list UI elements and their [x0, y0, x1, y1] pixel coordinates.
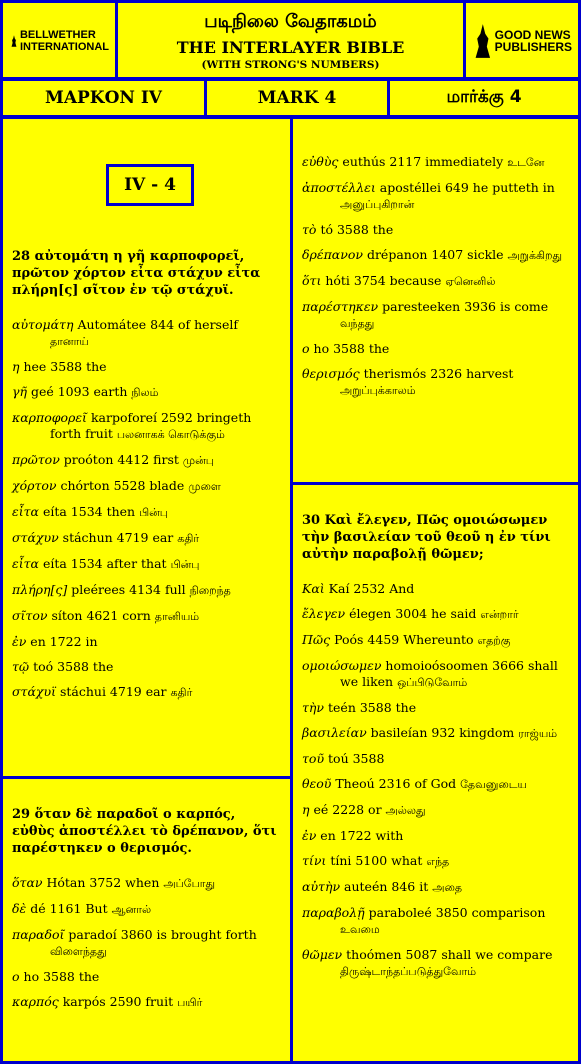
gloss: stáchun 4719 ear: [62, 530, 174, 545]
greek-word: πρῶτον: [12, 452, 60, 467]
gloss: toó 3588 the: [33, 659, 114, 674]
gloss: drépanon 1407 sickle: [366, 247, 504, 262]
gloss: Poós 4459 Whereunto: [334, 632, 474, 647]
greek-word: ο: [302, 341, 310, 356]
word-entry: [302, 247, 567, 264]
gloss: paraboleé 3850 comparison: [368, 905, 546, 920]
word-entry: [12, 901, 278, 918]
gloss: euthús 2117 immediately: [342, 154, 504, 169]
gloss: apostéllei 649 he putteth in: [379, 180, 555, 195]
tamil-gloss: ஆனால்: [111, 903, 152, 916]
word-entry: [302, 632, 567, 649]
gloss: dé 1161 But: [30, 901, 108, 916]
greek-word: δὲ: [12, 901, 27, 916]
word-entry: [12, 359, 278, 375]
verse-29-cont-column: [302, 154, 567, 408]
verse-29-column: [12, 806, 278, 1020]
word-entry: [302, 341, 567, 357]
gloss: élegen 3004 he said: [349, 606, 477, 621]
tamil-gloss: ஏனெனில்: [445, 275, 496, 288]
gloss: auteén 846 it: [344, 879, 429, 894]
greek-word: ἐν: [302, 828, 317, 843]
tamil-gloss: உவமை: [340, 923, 380, 936]
gloss: thoómen 5087 shall we compare: [346, 947, 553, 962]
greek-word: θεοῦ: [302, 776, 332, 791]
gloss: hóti 3754 because: [325, 273, 442, 288]
word-entry: [302, 802, 567, 819]
nav-greek: ΜΑΡΚΟΝ IV: [0, 78, 207, 118]
greek-word: τῷ: [12, 659, 30, 674]
word-entry: [302, 947, 567, 980]
gloss: tó 3588 the: [320, 222, 394, 237]
gloss: Theoú 2316 of God: [335, 776, 457, 791]
word-entry: [12, 927, 278, 960]
tamil-gloss: விளைந்தது: [50, 945, 107, 958]
greek-word: εἶτα: [12, 504, 39, 519]
left-logo-box: [0, 0, 118, 80]
word-entry: [302, 180, 567, 213]
tamil-gloss: கதிர்: [170, 686, 193, 699]
greek-word: στάχυϊ: [12, 684, 56, 699]
gloss: eíta 1534 then: [42, 504, 136, 519]
word-entry: [12, 478, 278, 495]
tamil-gloss: நிலம்: [131, 386, 159, 399]
gloss: ho 3588 the: [313, 341, 390, 356]
word-entry: [302, 658, 567, 691]
nav-english: MARK 4: [204, 78, 390, 118]
tamil-gloss: ஒப்பிடுவோம்: [397, 676, 468, 689]
gloss: Automátee 844 of herself: [77, 317, 238, 332]
tamil-gloss: ராஜ்யம்: [518, 727, 558, 740]
greek-word: ἔλεγεν: [302, 606, 346, 621]
nav-tamil: மார்க்கு 4: [387, 78, 581, 118]
gloss: pleérees 4134 full: [71, 582, 186, 597]
gloss: síton 4621 corn: [51, 608, 151, 623]
greek-word: η: [302, 802, 310, 817]
gloss: ho 3588 the: [23, 969, 100, 984]
greek-word: ὅτι: [302, 273, 322, 288]
right-logo-line1: GOOD NEWS: [494, 28, 571, 42]
gloss: paresteeken 3936 is come: [382, 299, 549, 314]
greek-word: τοῦ: [302, 751, 325, 766]
gloss: proóton 4412 first: [63, 452, 179, 467]
tamil-gloss: தானாய்: [50, 335, 89, 348]
tamil-gloss: பின்பு: [139, 506, 168, 519]
title-english: THE INTERLAYER BIBLE: [176, 38, 405, 57]
greek-word: θῶμεν: [302, 947, 343, 962]
word-entry: [12, 659, 278, 675]
bellwether-logo: [11, 13, 109, 69]
tamil-gloss: அறுக்கிறது: [507, 249, 563, 262]
chapter-label: IV - 4: [106, 164, 194, 206]
word-entry: [12, 384, 278, 401]
verse-heading: 29 ὅταν δὲ παραδοῖ ο καρπός, εὐθὺς ἀποστέλλει τὸ δρέπανον, ὅτι παρέστηκεν ο θερισμός.: [12, 807, 277, 856]
greek-word: στάχυν: [12, 530, 59, 545]
gloss: chórton 5528 blade: [60, 478, 185, 493]
gloss: en 1722 with: [320, 828, 404, 843]
greek-word: τὴν: [302, 700, 325, 715]
tamil-gloss: அறுப்புக்காலம்: [340, 384, 416, 397]
gloss: homoioósoomen 3666 shall we liken: [340, 658, 558, 689]
greek-word: καρποφορεῖ: [12, 410, 87, 425]
tamil-gloss: எந்த: [426, 855, 450, 868]
left-logo-line1: BELLWETHER: [19, 29, 96, 41]
greek-word: τίνι: [302, 853, 327, 868]
verse-30-column: [302, 512, 567, 989]
word-entry: [302, 751, 567, 767]
word-entry: [302, 700, 567, 716]
greek-word: Πῶς: [302, 632, 331, 647]
greek-word: σῖτον: [12, 608, 48, 623]
right-logo-line2: PUBLISHERS: [494, 40, 572, 54]
title-box: [115, 0, 466, 80]
gloss: en 1722 in: [30, 634, 98, 649]
word-entry: [302, 725, 567, 742]
word-entry: [302, 154, 567, 171]
greek-word: καρπός: [12, 994, 59, 1009]
greek-word: ὅταν: [12, 875, 43, 890]
word-entry: [12, 969, 278, 985]
greek-word: ἐν: [12, 634, 27, 649]
tamil-gloss: கதிர்: [177, 532, 200, 545]
gloss: basileían 932 kingdom: [370, 725, 515, 740]
greek-word: πλήρη[ς]: [12, 582, 68, 597]
gloss: Kaí 2532 And: [328, 581, 415, 596]
tamil-gloss: பலனாகக் கொடுக்கும்: [116, 428, 225, 441]
tamil-gloss: முன்பு: [182, 454, 214, 467]
greek-word: γῆ: [12, 384, 27, 399]
word-entry: [302, 273, 567, 290]
right-logo-box: [463, 0, 581, 80]
tamil-gloss: தானியம்: [154, 610, 200, 623]
tamil-gloss: அனுப்புகிறான்: [340, 198, 415, 211]
verse-heading: 30 Καὶ ἔλεγεν, Πῶς ομοιώσωμεν τὴν βασιλείαν τοῦ θεοῦ η ἐν τίνι αὐτὴν παραβολῇ θῶμεν;: [302, 513, 551, 562]
tamil-gloss: உடனே: [507, 156, 545, 169]
greek-word: θερισμός: [302, 366, 360, 381]
word-entry: [302, 581, 567, 597]
greek-word: αὐτὴν: [302, 879, 341, 894]
tamil-gloss: திருஷ்டாந்தப்படுத்துவோம்: [340, 965, 477, 978]
greek-word: παραδοῖ: [12, 927, 65, 942]
greek-word: χόρτον: [12, 478, 57, 493]
gloss: stáchui 4719 ear: [59, 684, 167, 699]
greek-word: αὐτομάτη: [12, 317, 74, 332]
tamil-gloss: தேவனுடைய: [460, 778, 527, 791]
gloss: eé 2228 or: [313, 802, 382, 817]
greek-word: ο: [12, 969, 20, 984]
verse-28-column: [12, 248, 278, 710]
word-entry: [302, 776, 567, 793]
gloss: eíta 1534 after that: [42, 556, 167, 571]
good-news-logo-icon: [474, 18, 492, 64]
greek-word: η: [12, 359, 20, 374]
greek-word: ἀποστέλλει: [302, 180, 376, 195]
greek-word: Καὶ: [302, 581, 325, 596]
word-entry: [12, 530, 278, 547]
left-logo-line2: INTERNATIONAL: [19, 41, 109, 53]
word-entry: [302, 905, 567, 938]
word-entry: [302, 606, 567, 623]
word-entry: [12, 582, 278, 599]
word-entry: [12, 875, 278, 892]
gloss: karpoforeí 2592 bringeth forth fruit: [50, 410, 252, 441]
gloss: teén 3588 the: [328, 700, 417, 715]
title-subtitle: (WITH STRONG'S NUMBERS): [201, 59, 380, 71]
tamil-gloss: அதை: [432, 881, 463, 894]
tamil-gloss: பின்பு: [170, 558, 200, 571]
tamil-gloss: எதற்கு: [477, 634, 511, 647]
word-entry: [12, 410, 278, 443]
word-entry: [12, 556, 278, 573]
gloss: toú 3588: [328, 751, 385, 766]
greek-word: βασιλείαν: [302, 725, 367, 740]
word-entry: [12, 634, 278, 650]
title-tamil: படிநிலை வேதாகமம்: [204, 11, 377, 32]
greek-word: ομοιώσωμεν: [302, 658, 382, 673]
word-entry: [302, 853, 567, 870]
greek-word: εἶτα: [12, 556, 39, 571]
word-entry: [12, 608, 278, 625]
gloss: Hótan 3752 when: [46, 875, 160, 890]
tamil-gloss: அல்லது: [385, 804, 426, 817]
word-entry: [302, 299, 567, 332]
word-entry: [12, 452, 278, 469]
bellwether-logo-icon: [11, 18, 17, 64]
word-entry: [12, 317, 278, 350]
word-entry: [302, 828, 567, 844]
greek-word: παρέστηκεν: [302, 299, 379, 314]
greek-word: τὸ: [302, 222, 317, 237]
tamil-gloss: நிறைந்த: [189, 584, 231, 597]
greek-word: δρέπανον: [302, 247, 363, 262]
tamil-gloss: என்றார்: [480, 608, 519, 621]
gloss: paradoí 3860 is brought forth: [68, 927, 257, 942]
tamil-gloss: பயிர்: [177, 996, 203, 1009]
verse-heading: 28 αὐτομάτη η γῆ καρποφορεῖ, πρῶτον χόρτον εἶτα στάχυν εἶτα πλήρη[ς] σῖτον ἐν τῷ στάχυϊ.: [12, 249, 261, 298]
word-entry: [302, 879, 567, 896]
word-entry: [12, 504, 278, 521]
tamil-gloss: முளை: [188, 480, 221, 493]
word-entry: [302, 366, 567, 399]
word-entry: [12, 994, 278, 1011]
good-news-logo: [474, 13, 572, 69]
tamil-gloss: வந்தது: [340, 317, 375, 330]
gloss: geé 1093 earth: [30, 384, 128, 399]
greek-word: εὐθὺς: [302, 154, 339, 169]
gloss: therismós 2326 harvest: [363, 366, 514, 381]
greek-word: παραβολῇ: [302, 905, 365, 920]
word-entry: [302, 222, 567, 238]
tamil-gloss: அப்போது: [163, 877, 216, 890]
gloss: tíni 5100 what: [330, 853, 423, 868]
gloss: karpós 2590 fruit: [62, 994, 174, 1009]
gloss: hee 3588 the: [23, 359, 107, 374]
word-entry: [12, 684, 278, 701]
